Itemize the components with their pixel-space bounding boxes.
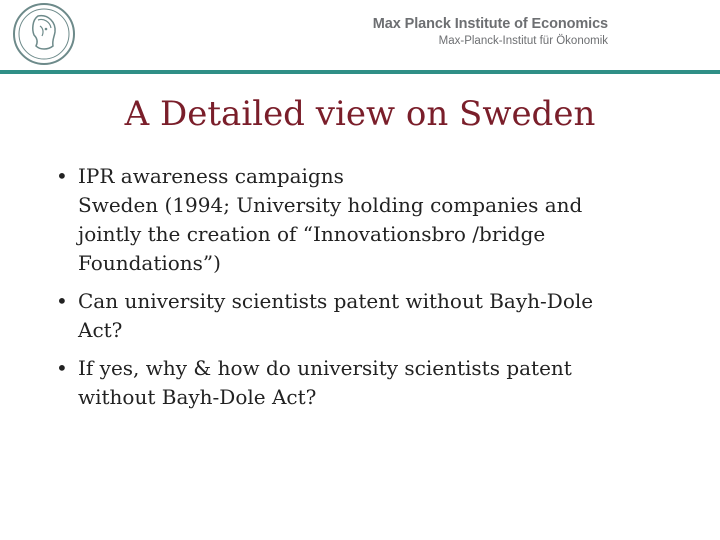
bullet-text: Foundations”) (78, 251, 221, 275)
header-divider (0, 70, 720, 74)
bullet-item (50, 287, 680, 345)
institute-name: Max Planck Institute of Economics (372, 16, 608, 32)
bullet-dot: • (56, 356, 68, 380)
bullet-text: without Bayh-Dole Act? (78, 385, 317, 409)
bullet-text: jointly the creation of “Innovationsbro /bridge (78, 222, 546, 246)
bullet-text: If yes, why & how do university scientists patent (78, 356, 572, 380)
bullet-dot: • (56, 289, 68, 313)
slide-title: A Detailed view on Sweden (124, 94, 596, 134)
bullet-item (50, 354, 680, 412)
bullet-text: Can university scientists patent without Bayh-Dole (78, 289, 594, 313)
bullet-text: IPR awareness campaigns (78, 164, 344, 188)
bullet-text: Act? (78, 318, 123, 342)
institute-block (373, 16, 608, 47)
bullet-text: Sweden (1994; University holding companies and (78, 193, 583, 217)
bullet-dot: • (56, 164, 68, 188)
bullet-item (50, 162, 680, 278)
bullet-list (50, 162, 680, 412)
header (0, 0, 720, 70)
institute-subtitle: Max-Planck-Institut für Ökonomik (438, 35, 608, 47)
minerva-seal-icon (8, 2, 80, 66)
